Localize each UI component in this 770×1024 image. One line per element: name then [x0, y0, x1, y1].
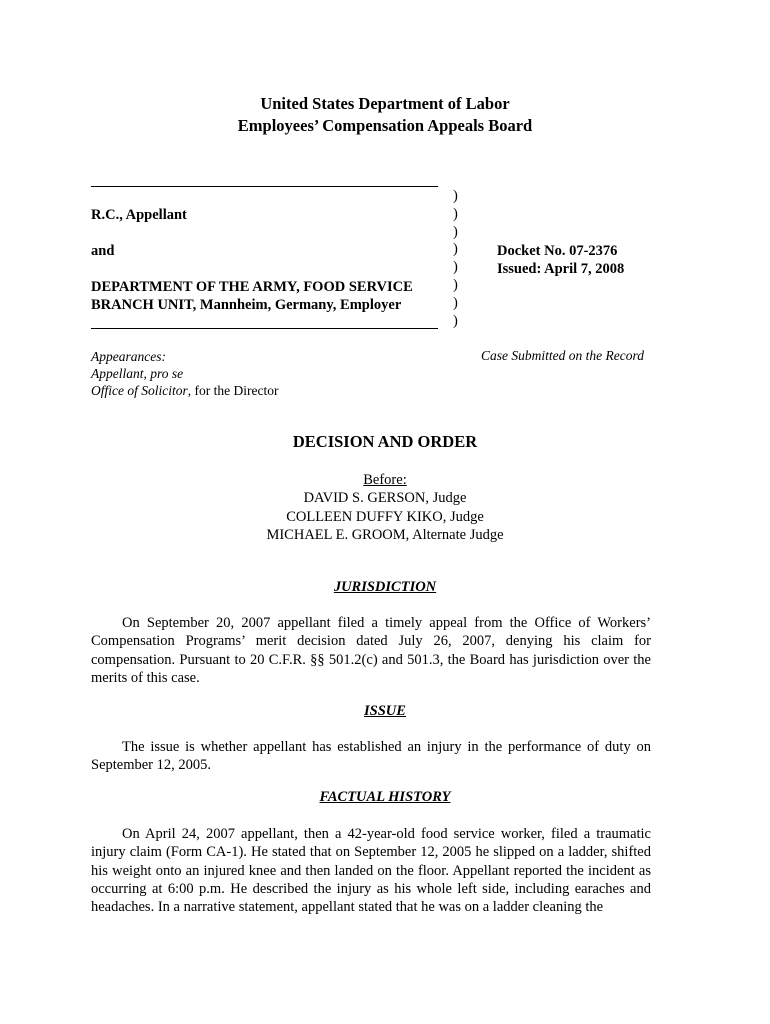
- case-submitted-note: Case Submitted on the Record: [481, 348, 644, 363]
- jurisdiction-paragraph: On September 20, 2007 appellant filed a timely appeal from the Office of Workers’ Compensation Programs’ merit decision dated July 26, 2007, denying his claim for compensation. Pursuant to 20 C.F.R. §§ 501.2(c) and 501.3, the Board has jurisdiction over the merits of this case.: [91, 615, 651, 686]
- caption-paren: ): [453, 312, 458, 329]
- issued-date: Issued: April 7, 2008: [497, 261, 625, 277]
- docket-number: Docket No. 07-2376: [497, 243, 618, 259]
- judge-name: DAVID S. GERSON, Judge: [303, 490, 467, 507]
- solicitor-office: Office of Solicitor: [91, 383, 188, 398]
- employer-line-1: DEPARTMENT OF THE ARMY, FOOD SERVICE: [91, 279, 413, 295]
- judge-name: COLLEEN DUFFY KIKO, Judge: [286, 508, 484, 525]
- appellant-name: R.C., Appellant: [91, 207, 187, 223]
- agency-title: United States Department of Labor: [260, 94, 510, 113]
- caption-paren-column: [453, 188, 458, 330]
- issue-paragraph: The issue is whether appellant has established an injury in the performance of duty on September 12, 2005.: [91, 739, 651, 774]
- caption-and: and: [91, 243, 115, 259]
- caption-paren: ): [453, 259, 458, 276]
- appearances-label: Appearances:: [91, 349, 166, 364]
- jurisdiction-heading: JURISDICTION: [333, 579, 437, 595]
- issue-heading: ISSUE: [364, 703, 406, 719]
- caption-bottom-rule: [91, 328, 438, 329]
- solicitor-appearance: [91, 382, 278, 399]
- caption-paren: ): [453, 294, 458, 311]
- decision-title: DECISION AND ORDER: [292, 432, 478, 451]
- appearances-block: [91, 348, 278, 399]
- judges-block: [0, 471, 770, 544]
- caption-paren: ): [453, 205, 458, 222]
- solicitor-role: , for the Director: [187, 383, 279, 398]
- before-label: Before:: [363, 472, 407, 488]
- employer-line-2: BRANCH UNIT, Mannheim, Germany, Employer: [91, 297, 402, 313]
- caption-paren: ): [453, 276, 458, 293]
- factual-history-paragraph: On April 24, 2007 appellant, then a 42-year-old food service worker, filed a traumatic injury claim (Form CA-1). He stated that on September 12, 2005 he slipped on a ladder, shifted his weight onto an injured knee and then landed on the floor. Appellant reported the incident as occurring at 6:00 p.m. He described the injury as his whole left side, including earaches and headaches. In a narrative statement, appellant stated that he was on a ladder cleaning the: [91, 826, 651, 916]
- caption-paren: ): [453, 188, 458, 204]
- caption-paren: ): [453, 241, 458, 258]
- judge-name: MICHAEL E. GROOM, Alternate Judge: [266, 526, 504, 543]
- factual-history-heading: FACTUAL HISTORY: [319, 789, 451, 805]
- board-title: Employees’ Compensation Appeals Board: [237, 116, 533, 135]
- appellant-appearance: Appellant, pro se: [91, 366, 184, 381]
- caption-paren: ): [453, 223, 458, 240]
- caption-top-rule: [91, 186, 438, 187]
